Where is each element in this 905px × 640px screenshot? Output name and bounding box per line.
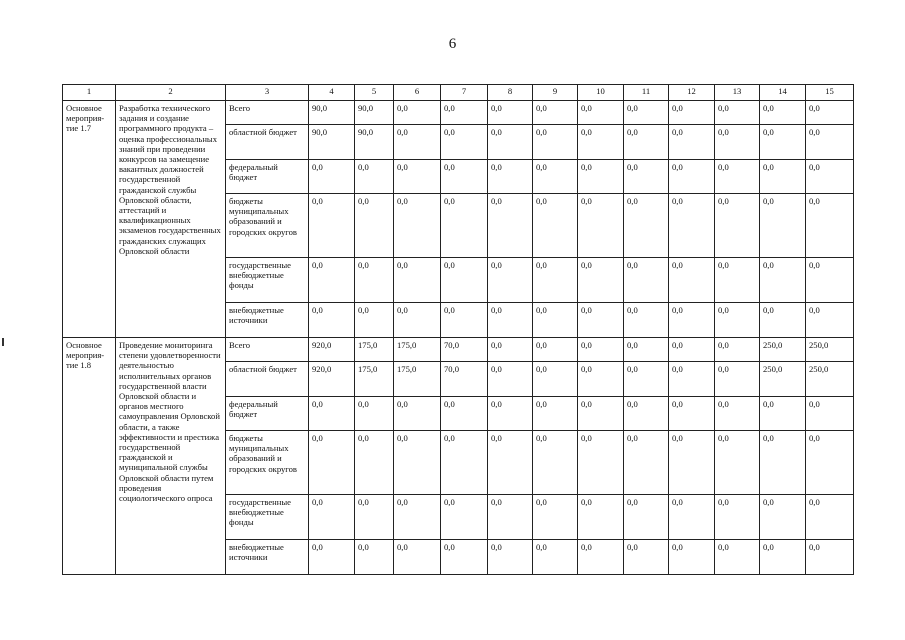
- value-cell: 0,0: [309, 258, 355, 303]
- table-row: [63, 338, 854, 362]
- col-header: 3: [226, 85, 309, 101]
- value-cell: 0,0: [624, 540, 669, 575]
- value-cell: 0,0: [394, 125, 441, 160]
- value-cell: 0,0: [669, 101, 715, 125]
- value-cell: 0,0: [715, 258, 760, 303]
- activity-name: Основное мероприя-тие 1.8: [63, 338, 116, 575]
- value-cell: 250,0: [760, 362, 806, 397]
- col-header: 2: [116, 85, 226, 101]
- value-cell: 70,0: [441, 338, 488, 362]
- value-cell: 0,0: [394, 258, 441, 303]
- value-cell: 0,0: [533, 495, 578, 540]
- value-cell: 0,0: [394, 495, 441, 540]
- value-cell: 0,0: [624, 362, 669, 397]
- value-cell: 0,0: [533, 125, 578, 160]
- value-cell: 0,0: [355, 258, 394, 303]
- value-cell: 0,0: [488, 101, 533, 125]
- value-cell: 175,0: [355, 362, 394, 397]
- funding-source: государственные внебюджетные фонды: [226, 258, 309, 303]
- funding-source: областной бюджет: [226, 362, 309, 397]
- value-cell: 0,0: [533, 397, 578, 431]
- value-cell: 0,0: [441, 125, 488, 160]
- value-cell: 0,0: [715, 540, 760, 575]
- value-cell: 0,0: [441, 194, 488, 258]
- header-row: [63, 85, 854, 101]
- value-cell: 0,0: [669, 495, 715, 540]
- funding-source: Всего: [226, 338, 309, 362]
- value-cell: 0,0: [806, 160, 854, 194]
- value-cell: 0,0: [624, 125, 669, 160]
- value-cell: 0,0: [715, 303, 760, 338]
- value-cell: 0,0: [355, 495, 394, 540]
- col-header: 10: [578, 85, 624, 101]
- value-cell: 0,0: [715, 397, 760, 431]
- value-cell: 920,0: [309, 338, 355, 362]
- value-cell: 0,0: [309, 160, 355, 194]
- funding-source: внебюджетные источники: [226, 303, 309, 338]
- value-cell: 0,0: [669, 431, 715, 495]
- value-cell: 90,0: [355, 125, 394, 160]
- margin-mark: [2, 338, 4, 346]
- value-cell: 0,0: [309, 431, 355, 495]
- value-cell: 0,0: [394, 540, 441, 575]
- value-cell: 0,0: [355, 431, 394, 495]
- value-cell: 0,0: [715, 160, 760, 194]
- value-cell: 920,0: [309, 362, 355, 397]
- value-cell: 0,0: [760, 194, 806, 258]
- table-body: [63, 101, 854, 575]
- value-cell: 0,0: [488, 303, 533, 338]
- value-cell: 0,0: [578, 101, 624, 125]
- value-cell: 175,0: [355, 338, 394, 362]
- value-cell: 0,0: [578, 495, 624, 540]
- value-cell: 0,0: [441, 258, 488, 303]
- page-number: 6: [448, 36, 457, 52]
- value-cell: 0,0: [488, 160, 533, 194]
- value-cell: 0,0: [669, 160, 715, 194]
- value-cell: 0,0: [669, 362, 715, 397]
- col-header: 9: [533, 85, 578, 101]
- value-cell: 0,0: [441, 303, 488, 338]
- value-cell: 0,0: [488, 194, 533, 258]
- value-cell: 0,0: [578, 362, 624, 397]
- activity-description: Проведение мониторинга степени удовлетворенности деятельностью исполнительных органов государственной власти Орловской области и органов местного самоуправления Орловской области, а также эффективности и престижа государственной гражданской и муниципальной службы Орловской области путем проведения социологического опроса: [116, 338, 226, 575]
- col-header: 7: [441, 85, 488, 101]
- value-cell: 0,0: [355, 397, 394, 431]
- value-cell: 0,0: [533, 431, 578, 495]
- value-cell: 0,0: [624, 495, 669, 540]
- col-header: 4: [309, 85, 355, 101]
- value-cell: 0,0: [669, 303, 715, 338]
- value-cell: 0,0: [624, 303, 669, 338]
- funding-source: Всего: [226, 101, 309, 125]
- value-cell: 0,0: [806, 495, 854, 540]
- value-cell: 0,0: [715, 194, 760, 258]
- col-header: 15: [806, 85, 854, 101]
- funding-source: внебюджетные источники: [226, 540, 309, 575]
- value-cell: 0,0: [578, 303, 624, 338]
- value-cell: 0,0: [715, 495, 760, 540]
- value-cell: 0,0: [578, 540, 624, 575]
- value-cell: 175,0: [394, 362, 441, 397]
- value-cell: 0,0: [441, 431, 488, 495]
- value-cell: 0,0: [760, 540, 806, 575]
- value-cell: 0,0: [760, 431, 806, 495]
- value-cell: 0,0: [715, 338, 760, 362]
- value-cell: 0,0: [624, 258, 669, 303]
- value-cell: 250,0: [806, 362, 854, 397]
- value-cell: 0,0: [669, 258, 715, 303]
- value-cell: 0,0: [715, 125, 760, 160]
- value-cell: 250,0: [806, 338, 854, 362]
- value-cell: 90,0: [309, 101, 355, 125]
- col-header: 6: [394, 85, 441, 101]
- col-header: 1: [63, 85, 116, 101]
- value-cell: 0,0: [533, 101, 578, 125]
- value-cell: 0,0: [806, 303, 854, 338]
- value-cell: 0,0: [578, 338, 624, 362]
- value-cell: 0,0: [488, 125, 533, 160]
- value-cell: 0,0: [533, 194, 578, 258]
- value-cell: 0,0: [394, 101, 441, 125]
- value-cell: 0,0: [488, 362, 533, 397]
- value-cell: 0,0: [715, 101, 760, 125]
- value-cell: 0,0: [533, 362, 578, 397]
- value-cell: 0,0: [533, 338, 578, 362]
- value-cell: 0,0: [488, 258, 533, 303]
- value-cell: 0,0: [669, 194, 715, 258]
- value-cell: 0,0: [488, 397, 533, 431]
- value-cell: 0,0: [578, 125, 624, 160]
- value-cell: 0,0: [624, 194, 669, 258]
- value-cell: 0,0: [669, 125, 715, 160]
- value-cell: 0,0: [355, 194, 394, 258]
- value-cell: 0,0: [578, 160, 624, 194]
- value-cell: 0,0: [624, 397, 669, 431]
- value-cell: 0,0: [394, 303, 441, 338]
- value-cell: 0,0: [309, 540, 355, 575]
- value-cell: 0,0: [624, 101, 669, 125]
- funding-source: государственные внебюджетные фонды: [226, 495, 309, 540]
- value-cell: 0,0: [760, 125, 806, 160]
- value-cell: 0,0: [669, 397, 715, 431]
- col-header: 13: [715, 85, 760, 101]
- value-cell: 0,0: [533, 258, 578, 303]
- value-cell: 0,0: [355, 303, 394, 338]
- value-cell: 250,0: [760, 338, 806, 362]
- value-cell: 70,0: [441, 362, 488, 397]
- value-cell: 0,0: [760, 495, 806, 540]
- funding-source: федеральный бюджет: [226, 160, 309, 194]
- value-cell: 0,0: [624, 431, 669, 495]
- value-cell: 0,0: [806, 194, 854, 258]
- value-cell: 0,0: [488, 338, 533, 362]
- value-cell: 0,0: [806, 540, 854, 575]
- funding-source: областной бюджет: [226, 125, 309, 160]
- col-header: 11: [624, 85, 669, 101]
- value-cell: 0,0: [441, 397, 488, 431]
- value-cell: 0,0: [760, 303, 806, 338]
- value-cell: 0,0: [669, 540, 715, 575]
- value-cell: 0,0: [441, 101, 488, 125]
- value-cell: 90,0: [355, 101, 394, 125]
- value-cell: 0,0: [309, 194, 355, 258]
- funding-source: федеральный бюджет: [226, 397, 309, 431]
- value-cell: 0,0: [394, 397, 441, 431]
- value-cell: 0,0: [806, 431, 854, 495]
- col-header: 5: [355, 85, 394, 101]
- funding-source: бюджеты муниципальных образований и городских округов: [226, 194, 309, 258]
- value-cell: 0,0: [578, 258, 624, 303]
- value-cell: 0,0: [669, 338, 715, 362]
- value-cell: 0,0: [488, 495, 533, 540]
- value-cell: 90,0: [309, 125, 355, 160]
- value-cell: 0,0: [394, 160, 441, 194]
- value-cell: 0,0: [394, 431, 441, 495]
- value-cell: 0,0: [309, 495, 355, 540]
- value-cell: 0,0: [624, 160, 669, 194]
- value-cell: 0,0: [760, 160, 806, 194]
- value-cell: 0,0: [806, 101, 854, 125]
- value-cell: 0,0: [355, 160, 394, 194]
- value-cell: 0,0: [488, 540, 533, 575]
- value-cell: 0,0: [309, 303, 355, 338]
- budget-table: [62, 84, 854, 575]
- value-cell: 0,0: [533, 160, 578, 194]
- col-header: 8: [488, 85, 533, 101]
- value-cell: 0,0: [624, 338, 669, 362]
- value-cell: 0,0: [806, 125, 854, 160]
- value-cell: 0,0: [355, 540, 394, 575]
- col-header: 12: [669, 85, 715, 101]
- activity-name: Основное мероприя-тие 1.7: [63, 101, 116, 338]
- value-cell: 0,0: [715, 431, 760, 495]
- value-cell: 0,0: [488, 431, 533, 495]
- value-cell: 0,0: [806, 258, 854, 303]
- col-header: 14: [760, 85, 806, 101]
- table-row: [63, 101, 854, 125]
- activity-description: Разработка технического задания и создание программного продукта – оценка профессиональных знаний при проведении конкурсов на замещение вакантных должностей государственной гражданской службы Орловской области, аттестаций и квалификационных экзаменов государственных гражданских служащих Орловской области: [116, 101, 226, 338]
- value-cell: 0,0: [394, 194, 441, 258]
- value-cell: 0,0: [533, 303, 578, 338]
- funding-source: бюджеты муниципальных образований и городских округов: [226, 431, 309, 495]
- value-cell: 0,0: [760, 101, 806, 125]
- value-cell: 0,0: [578, 194, 624, 258]
- value-cell: 0,0: [760, 258, 806, 303]
- value-cell: 0,0: [309, 397, 355, 431]
- value-cell: 0,0: [715, 362, 760, 397]
- value-cell: 0,0: [441, 160, 488, 194]
- value-cell: 0,0: [760, 397, 806, 431]
- value-cell: 175,0: [394, 338, 441, 362]
- value-cell: 0,0: [533, 540, 578, 575]
- value-cell: 0,0: [578, 397, 624, 431]
- value-cell: 0,0: [578, 431, 624, 495]
- value-cell: 0,0: [441, 540, 488, 575]
- value-cell: 0,0: [441, 495, 488, 540]
- value-cell: 0,0: [806, 397, 854, 431]
